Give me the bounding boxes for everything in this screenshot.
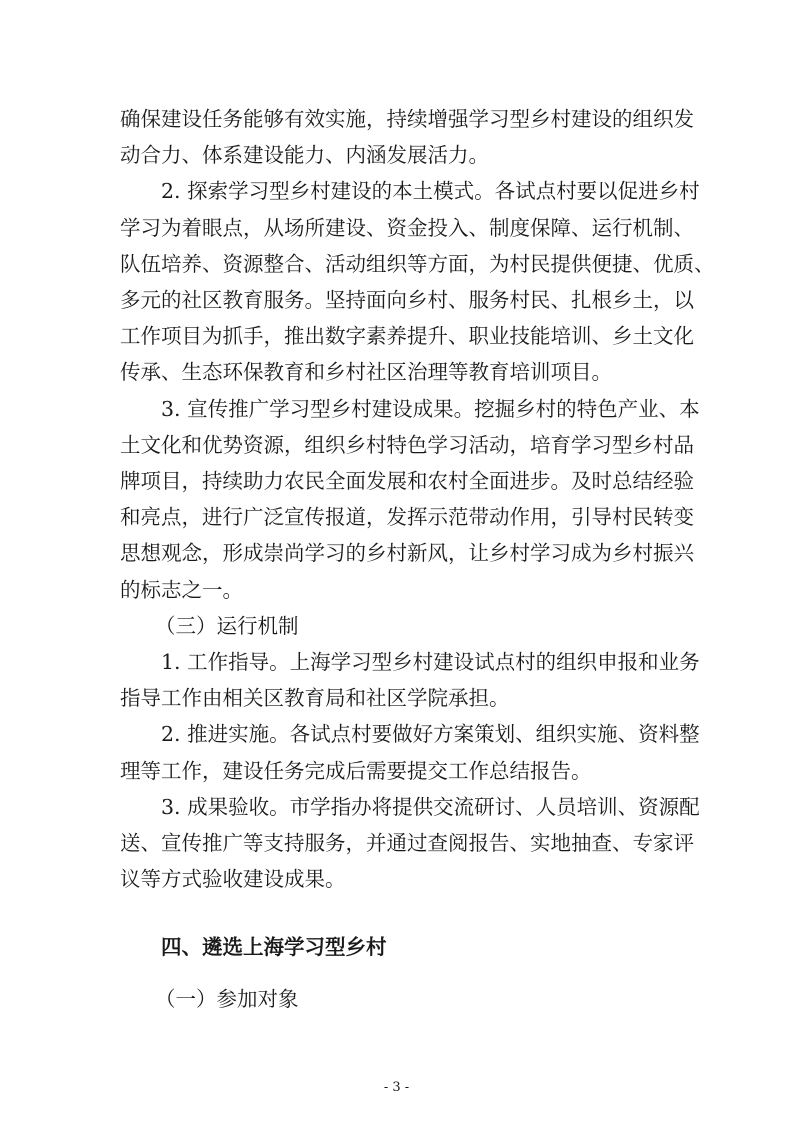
body-line: 队伍培养、资源整合、活动组织等方面，为村民提供便捷、优质、 <box>120 252 715 276</box>
body-line: 确保建设任务能够有效实施，持续增强学习型乡村建设的组织发 <box>120 107 694 131</box>
body-line: 和亮点，进行广泛宣传报道，发挥示范带动作用，引导村民转变 <box>120 505 694 529</box>
body-line: 动合力、体系建设能力、内涵发展活力。 <box>120 143 489 167</box>
body-line: 的标志之一。 <box>120 578 243 602</box>
body-line: 多元的社区教育服务。坚持面向乡村、服务村民、扎根乡土，以 <box>120 288 694 312</box>
body-line: 传承、生态环保教育和乡村社区治理等教育培训项目。 <box>120 360 612 384</box>
body-line: 学习为着眼点，从场所建设、资金投入、制度保障、运行机制、 <box>120 216 694 240</box>
body-line: 思想观念，形成崇尚学习的乡村新风，让乡村学习成为乡村振兴 <box>120 541 694 565</box>
page-number: - 3 - <box>383 1080 410 1095</box>
body-line: 指导工作由相关区教育局和社区学院承担。 <box>120 686 510 710</box>
body-line: 2. 推进实施。各试点村要做好方案策划、组织实施、资料整 <box>161 722 700 746</box>
section-heading: 四、遴选上海学习型乡村 <box>161 935 387 959</box>
body-line: 1. 工作指导。上海学习型乡村建设试点村的组织申报和业务 <box>161 650 700 674</box>
section-subheading: （三）运行机制 <box>155 614 299 638</box>
body-line: 工作项目为抓手，推出数字素养提升、职业技能培训、乡土文化 <box>120 324 694 348</box>
body-line: 2. 探索学习型乡村建设的本土模式。各试点村要以促进乡村 <box>161 179 700 203</box>
section-subheading: （一）参加对象 <box>155 987 299 1011</box>
body-line: 议等方式验收建设成果。 <box>120 867 346 891</box>
body-line: 3. 宣传推广学习型乡村建设成果。挖掘乡村的特色产业、本 <box>161 397 700 421</box>
body-line: 牌项目，持续助力农民全面发展和农村全面进步。及时总结经验 <box>120 469 694 493</box>
body-line: 土文化和优势资源，组织乡村特色学习活动，培育学习型乡村品 <box>120 433 694 457</box>
body-line: 送、宣传推广等支持服务，并通过查阅报告、实地抽查、专家评 <box>120 831 694 855</box>
body-line: 理等工作，建设任务完成后需要提交工作总结报告。 <box>120 759 592 783</box>
body-line: 3. 成果验收。市学指办将提供交流研讨、人员培训、资源配 <box>161 795 700 819</box>
